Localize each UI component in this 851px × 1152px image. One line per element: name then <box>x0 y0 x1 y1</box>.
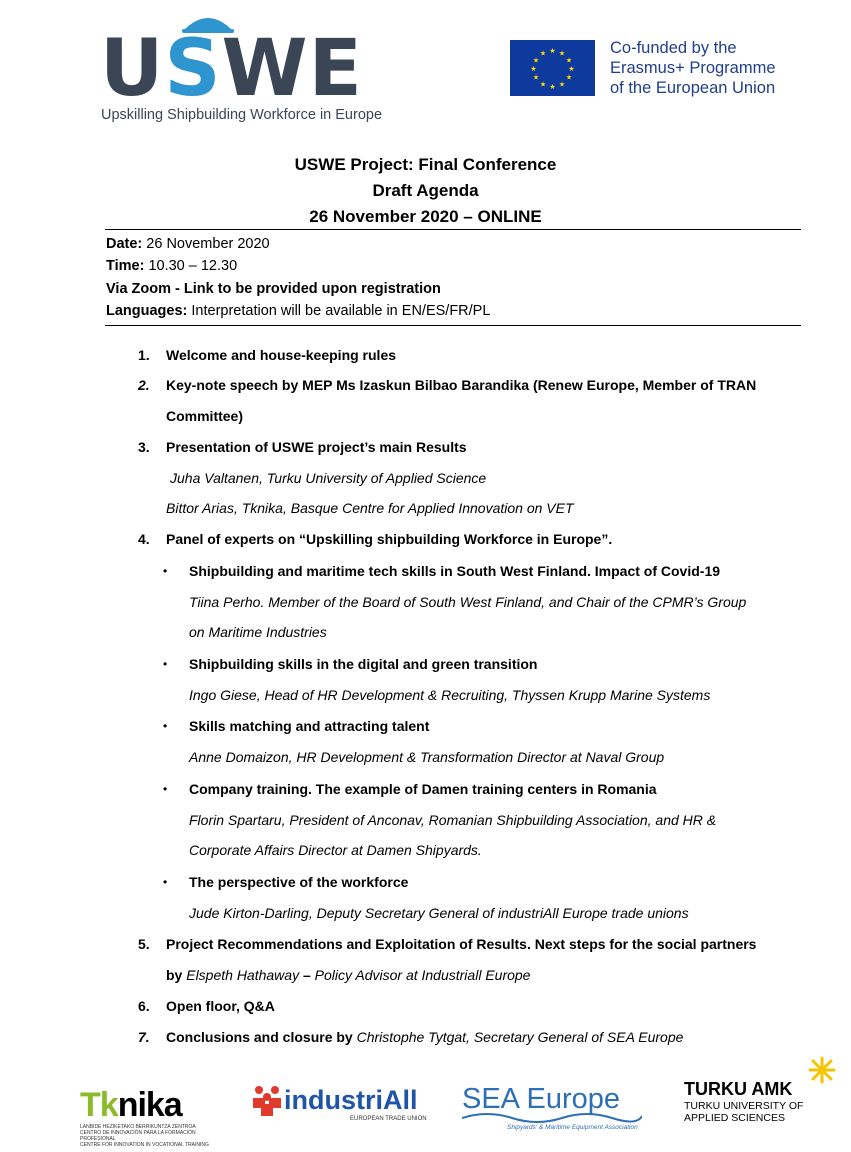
svg-text:★: ★ <box>568 65 575 73</box>
sea-europe-subtitle: Shipyards' & Maritime Equipment Association <box>507 1124 638 1131</box>
bullet-3-marker: • <box>163 719 168 733</box>
uswe-logo-s: S <box>164 24 222 114</box>
uswe-logo-we: WE <box>221 24 363 114</box>
svg-text:★: ★ <box>532 73 540 82</box>
svg-text:★: ★ <box>549 83 556 91</box>
bullet-5-title: The perspective of the workforce <box>189 874 409 890</box>
bullet-3-title: Skills matching and attracting talent <box>189 718 430 734</box>
zoom-line: Via Zoom - Link to be provided upon registration <box>106 281 441 297</box>
title-line-3: 26 November 2020 – ONLINE <box>309 207 542 226</box>
bullet-1-title: Shipbuilding and maritime tech skills in South West Finland. Impact of Covid-19 <box>189 563 721 579</box>
title-line-2: Draft Agenda <box>372 181 479 200</box>
bullet-1-marker: • <box>163 564 168 578</box>
bullet-1-speaker-b: on Maritime Industries <box>189 624 327 640</box>
bullet-4-speaker-a: Florin Spartaru, President of Anconav, Romanian Shipbuilding Association, and HR & <box>189 812 717 828</box>
bullet-2-marker: • <box>163 657 168 671</box>
date-label: Date: <box>106 236 143 252</box>
bullet-1-speaker-a: Tiina Perho. Member of the Board of South West Finland, and Chair of the CPMR’s Group <box>189 594 747 610</box>
date-value: 26 November 2020 <box>142 236 270 252</box>
bullet-2-title: Shipbuilding skills in the digital and green transition <box>189 656 538 672</box>
svg-text:★: ★ <box>565 73 573 82</box>
eu-cofunded-text <box>610 38 776 98</box>
title-line-1: USWE Project: Final Conference <box>294 155 557 174</box>
item-3-text: Presentation of USWE project’s main Results <box>166 439 467 455</box>
item-5-dash: – <box>299 967 315 983</box>
turku-star-icon <box>808 1056 836 1084</box>
svg-text:★: ★ <box>539 80 547 89</box>
svg-text:★: ★ <box>530 65 537 73</box>
item-5-speaker-line <box>166 967 530 983</box>
time-label: Time: <box>106 258 145 274</box>
uswe-logo <box>100 24 363 114</box>
bullet-3-speaker: Anne Domaizon, HR Development & Transformation Director at Naval Group <box>189 749 665 765</box>
tknika-subtitle <box>80 1124 220 1148</box>
industriall-figures-icon <box>250 1084 284 1116</box>
bullet-4-speaker-b: Corporate Affairs Director at Damen Shipyards. <box>189 842 482 858</box>
eu-line-2: Erasmus+ Programme <box>610 59 776 77</box>
eu-line-3: of the European Union <box>610 79 776 97</box>
item-7-line <box>166 1029 683 1045</box>
event-info-box <box>105 229 801 326</box>
svg-text:★: ★ <box>565 56 573 65</box>
svg-text:★: ★ <box>549 47 556 55</box>
svg-text:★: ★ <box>558 80 566 89</box>
svg-text:★: ★ <box>532 56 540 65</box>
item-2-text-a: Key-note speech by MEP Ms Izaskun Bilbao Barandika (Renew Europe, Member of TRAN <box>166 377 757 393</box>
item-5-number: 5. <box>138 936 150 952</box>
item-7-text: Conclusions and closure by <box>166 1029 357 1045</box>
bullet-5-marker: • <box>163 875 168 889</box>
item-1-text: Welcome and house-keeping rules <box>166 347 397 363</box>
item-7-speaker: Christophe Tytgat, Secretary General of SEA Europe <box>356 1029 684 1045</box>
tknika-sub-2: CENTRO DE INNOVACIÓN PARA LA FORMACIÓN PROFESIONAL <box>80 1130 196 1142</box>
languages-label: Languages: <box>106 303 188 319</box>
tknika-sub-3: CENTRE FOR INNOVATION IN VOCATIONAL TRAINING <box>80 1142 209 1148</box>
time-line <box>106 257 237 275</box>
item-6-number: 6. <box>138 998 150 1014</box>
industriall-wordmark: industriAll <box>284 1084 418 1115</box>
tknika-wordmark-tk: Tk <box>80 1086 118 1124</box>
turku-sub-2: APPLIED SCIENCES <box>684 1112 785 1124</box>
item-2-text-b: Committee) <box>166 408 244 424</box>
item-5-role: Policy Advisor at Industriall Europe <box>314 967 531 983</box>
turku-amk-logo <box>684 1080 803 1124</box>
svg-text:★: ★ <box>539 49 547 58</box>
item-3-speaker-2: Bittor Arias, Tknika, Basque Centre for Applied Innovation on VET <box>166 500 574 516</box>
item-5-by: by <box>166 967 187 983</box>
item-3-speaker-1: Juha Valtanen, Turku University of Applied Science <box>170 470 487 486</box>
uswe-tagline: Upskilling Shipbuilding Workforce in Europe <box>101 107 383 123</box>
industriall-subtitle: EUROPEAN TRADE UNION <box>350 1116 427 1122</box>
turku-sub-1: TURKU UNIVERSITY OF <box>684 1100 804 1112</box>
item-1-number: 1. <box>138 347 150 363</box>
time-value: 10.30 – 12.30 <box>144 258 238 274</box>
item-6-text: Open floor, Q&A <box>166 998 275 1014</box>
sea-europe-logo <box>462 1085 642 1131</box>
bullet-4-marker: • <box>163 782 168 796</box>
languages-value: Interpretation will be available in EN/ES/FR/PL <box>187 303 491 319</box>
industriall-logo <box>250 1084 427 1122</box>
item-4-text: Panel of experts on “Upskilling shipbuilding Workforce in Europe”. <box>166 531 613 547</box>
svg-text:★: ★ <box>558 49 566 58</box>
sea-europe-wordmark: SEA Europe <box>462 1083 620 1115</box>
tknika-wordmark <box>80 1088 220 1122</box>
item-7-number: 7. <box>138 1029 150 1045</box>
bullet-5-speaker: Jude Kirton-Darling, Deputy Secretary General of industriAll Europe trade unions <box>189 905 689 921</box>
eu-flag-icon <box>510 40 595 96</box>
uswe-logo-u: U <box>100 24 165 114</box>
turku-amk-subtitle <box>684 1100 803 1124</box>
eu-line-1: Co-funded by the <box>610 39 737 57</box>
item-2-number: 2. <box>138 377 150 393</box>
date-line <box>106 235 270 253</box>
languages-line <box>106 302 490 320</box>
turku-amk-wordmark: TURKU AMK <box>684 1079 793 1099</box>
item-3-number: 3. <box>138 439 150 455</box>
bullet-4-title: Company training. The example of Damen training centers in Romania <box>189 781 657 797</box>
tknika-sub-1: LANBIDE HEZIKETAKO BERRIKUNTZA ZENTROA <box>80 1124 196 1130</box>
tknika-logo <box>80 1088 220 1148</box>
item-5-text: Project Recommendations and Exploitation of Results. Next steps for the social partners <box>166 936 757 952</box>
bullet-2-speaker: Ingo Giese, Head of HR Development & Recruiting, Thyssen Krupp Marine Systems <box>189 687 711 703</box>
item-5-speaker: Elspeth Hathaway <box>186 967 300 983</box>
item-4-number: 4. <box>138 531 150 547</box>
tknika-wordmark-nika: nika <box>117 1086 182 1124</box>
